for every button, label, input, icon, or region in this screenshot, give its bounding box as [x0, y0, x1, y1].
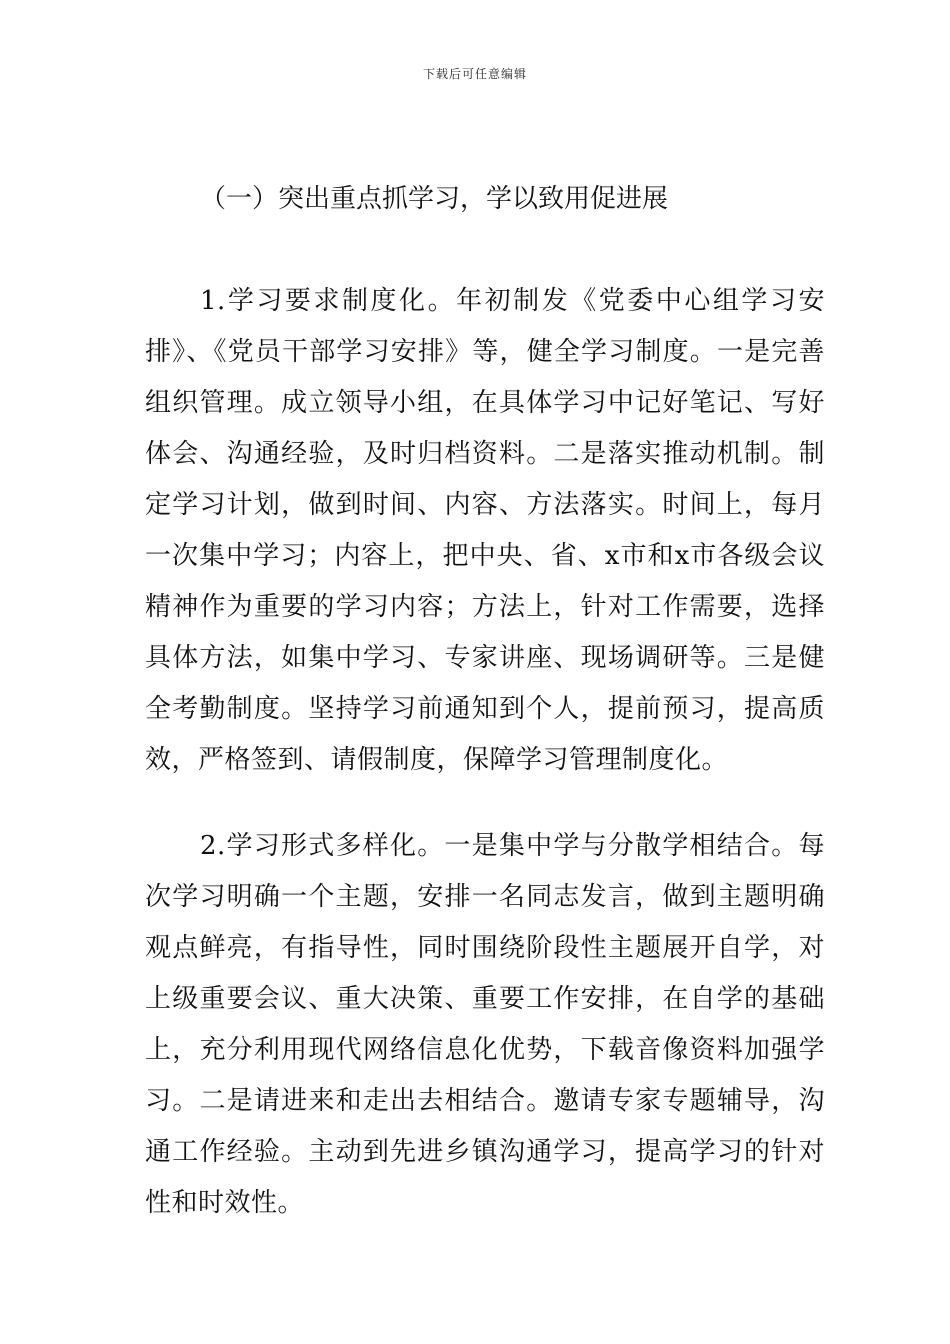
- header-note: 下载后可任意编辑: [422, 67, 527, 81]
- paragraph-2: 2.学习形式多样化。一是集中学与分散学相结合。每次学习明确一个主题，安排一名同志发言，做到主题明确观点鲜亮，有指导性，同时围绕阶段性主题展开自学，对上级重要会议、重大决策、重要工作安排，在自学的基础上，充分利用现代网络信息化优势，下载音像资料加强学习。二是请进来和走出去相结合。邀请专家专题辅导，沟通工作经验。主动到先进乡镇沟通学习，提高学习的针对性和时效性。: [145, 831, 825, 1218]
- section-heading: （一）突出重点抓学习，学以致用促进展: [200, 184, 669, 214]
- paragraph-1: 1.学习要求制度化。年初制发《党委中心组学习安排》、《党员干部学习安排》等，健全学习制度。一是完善组织管理。成立领导小组，在具体学习中记好笔记、写好体会、沟通经验，及时归档资料。二是落实推动机制。制定学习计划，做到时间、内容、方法落实。时间上，每月一次集中学习；内容上，把中央、省、x市和x市各级会议精神作为重要的学习内容；方法上，针对工作需要，选择具体方法，如集中学习、专家讲座、现场调研等。三是健全考勤制度。坚持学习前通知到个人，提前预习，提高质效，严格签到、请假制度，保障学习管理制度化。: [145, 286, 825, 775]
